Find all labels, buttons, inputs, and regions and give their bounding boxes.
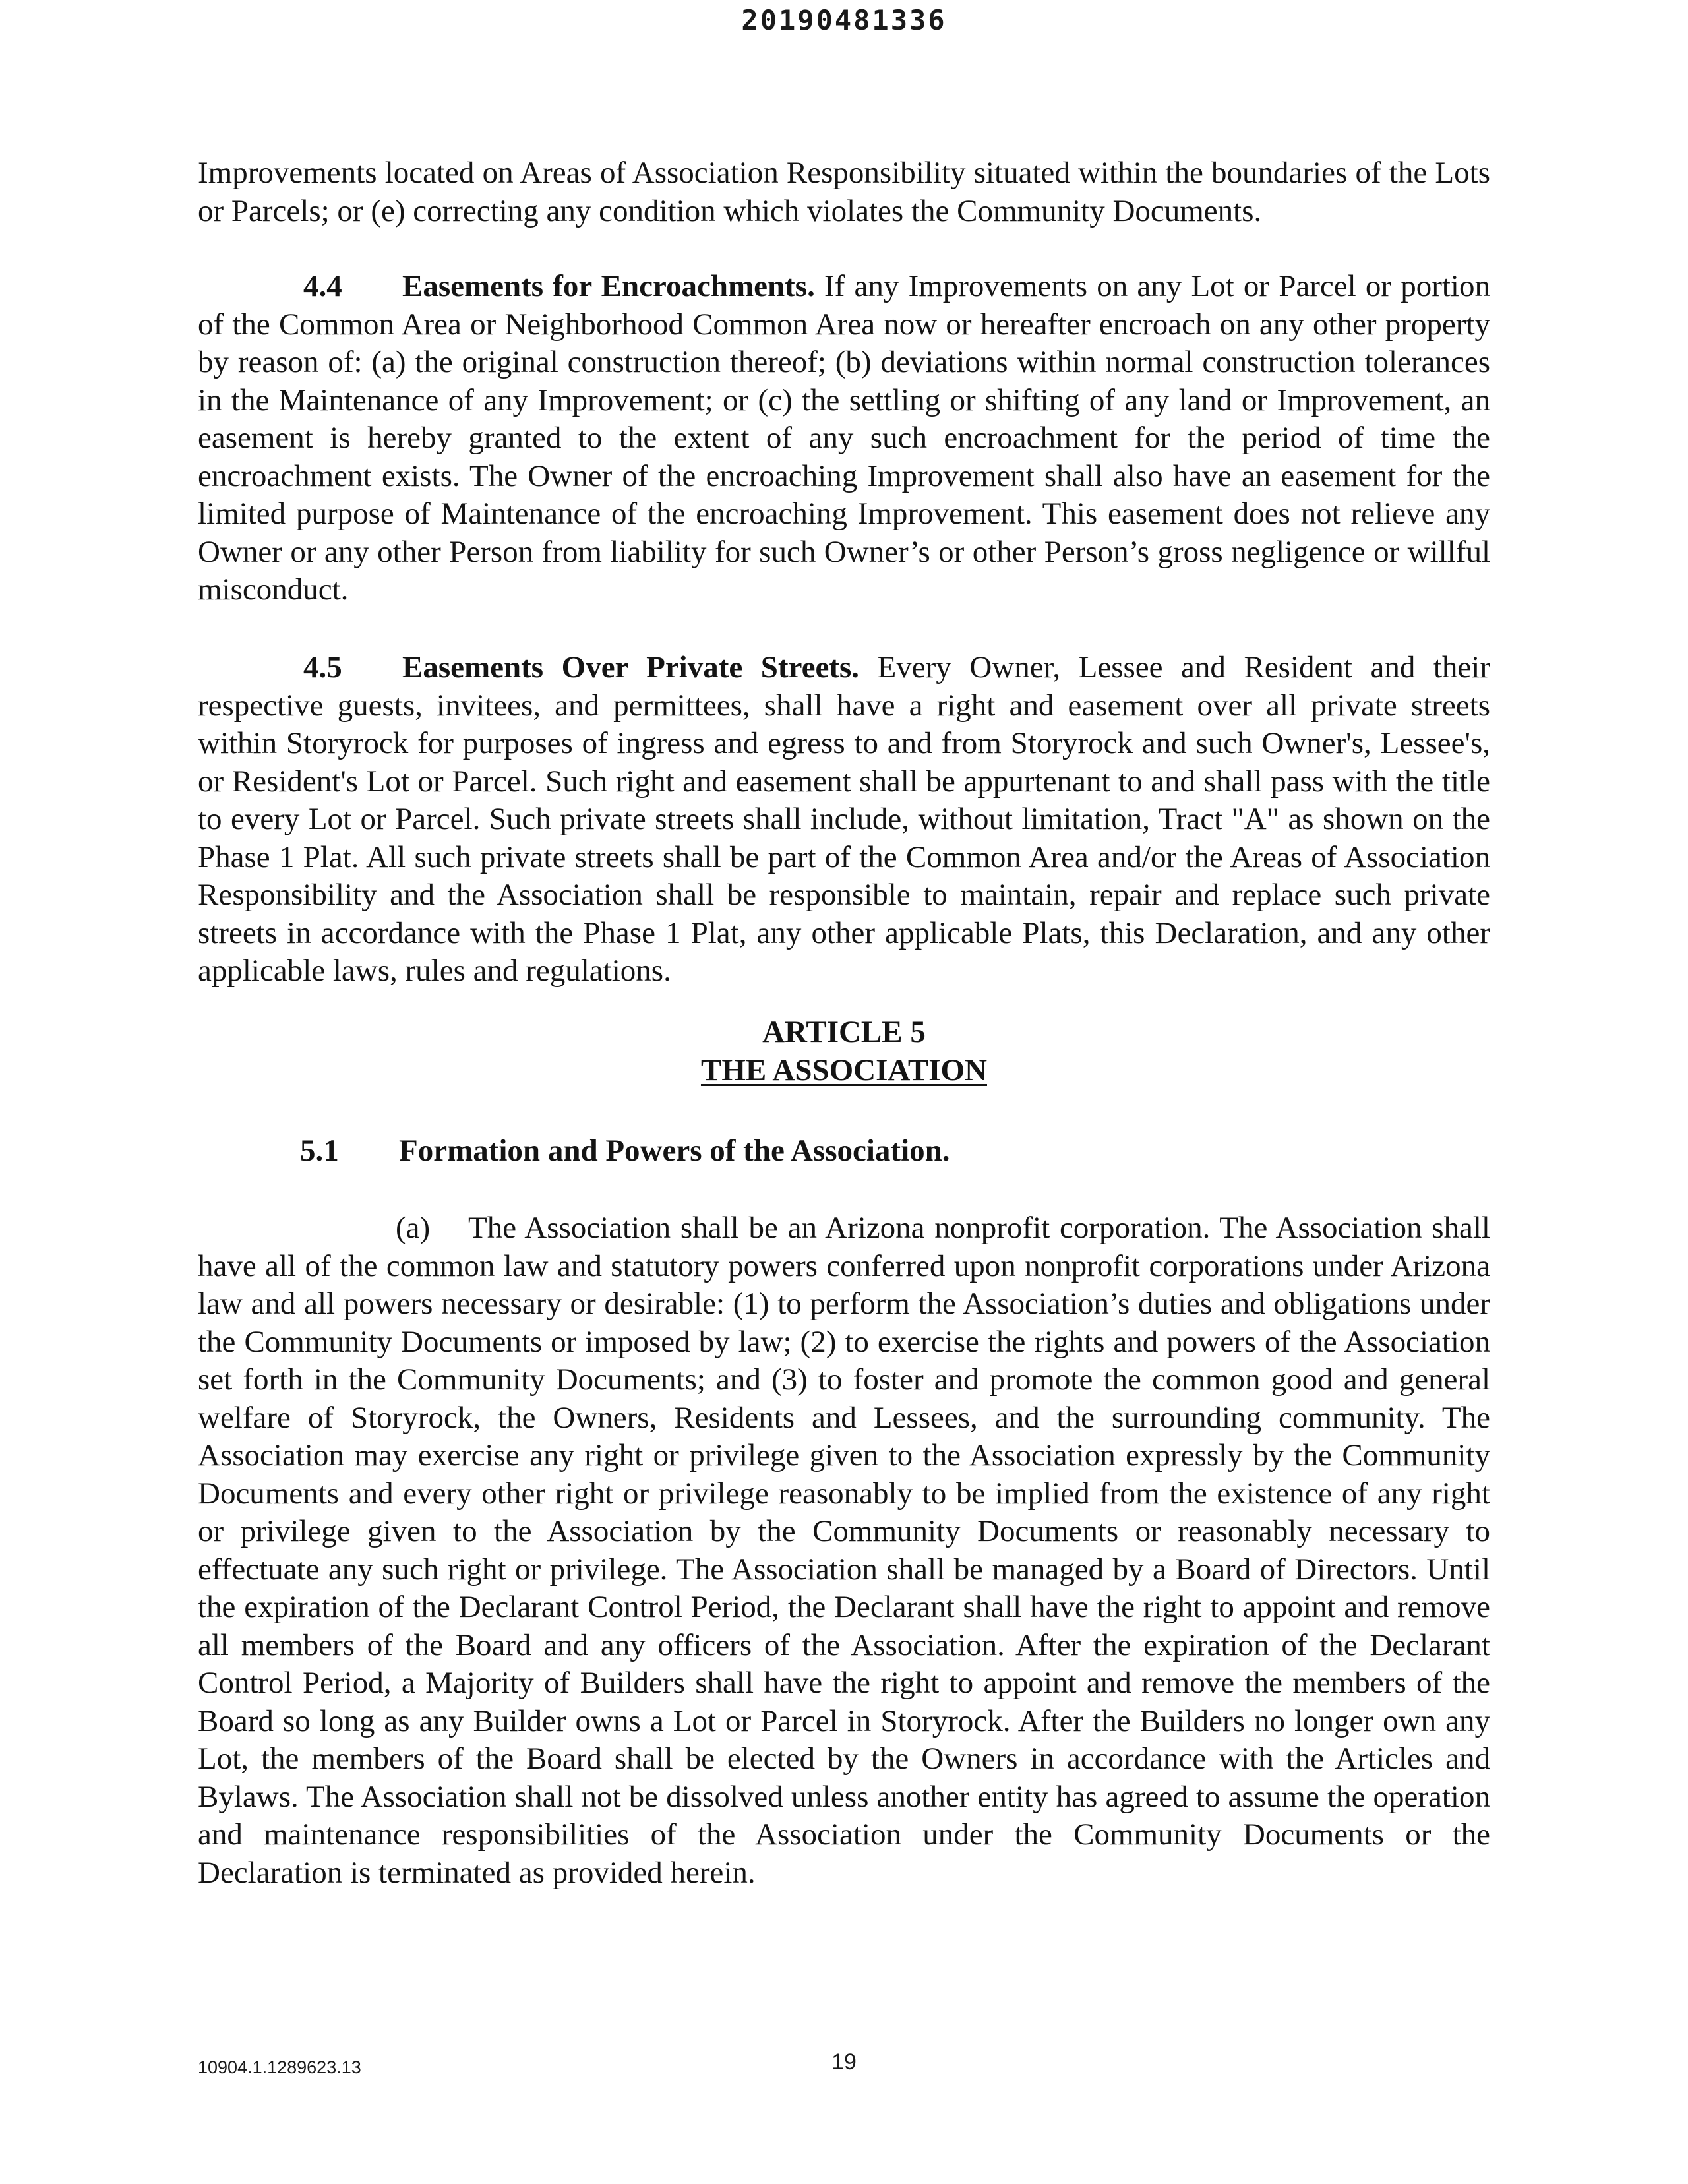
section-4-4-text: If any Improvements on any Lot or Parcel or portion of the Common Area or Neighborhood Common Area now or hereafter encroach on any other property by reason of: (a) the original construction thereof; (b) deviations within normal construction tolerances in the Maintenance of any Improvement; or (c) the settling or shifting of any land or Improvement, an easement is hereby granted to the extent of any such encroachment for the period of time the encroachment exists. The Owner of the encroaching Improvement shall also have an easement for the limited purpose of Maintenance of the encroaching Improvement. This easement does not relieve any Owner or any other Person from liability for such Owner’s or other Person’s gross negligence or willful misconduct. — [198, 269, 1490, 607]
section-5-1-a-paragraph — [198, 1209, 1490, 1892]
section-4-5-number: 4.5 — [303, 650, 342, 684]
section-4-4-number: 4.4 — [303, 269, 342, 303]
section-5-1-number: 5.1 — [300, 1134, 339, 1168]
section-4-4-title: Easements for Encroachments. — [402, 269, 815, 303]
continued-paragraph — [198, 154, 1490, 230]
section-5-1-heading — [300, 1133, 950, 1168]
section-4-5-paragraph — [198, 649, 1490, 990]
recording-number: 20190481336 — [741, 4, 947, 36]
paragraph-a-label: (a) — [396, 1211, 431, 1245]
section-4-4-paragraph — [198, 268, 1490, 609]
section-4-5 — [198, 649, 1490, 990]
continued-paragraph-text: Improvements located on Areas of Association Responsibility situated within the boundaries of the Lots or Parcels; or (e) correcting any condition which violates the Community Documents. — [198, 156, 1490, 228]
article-label: ARTICLE 5 — [762, 1015, 926, 1049]
section-4-5-text: Every Owner, Lessee and Resident and their respective guests, invitees, and permittees, shall have a right and easement over all private streets within Storyrock for purposes of ingress and egress to and from Storyrock and such Owner's, Lessee's, or Resident's Lot or Parcel. Such right and easement shall be appurtenant to and shall pass with the title to every Lot or Parcel. Such private streets shall include, without limitation, Tract "A" as shown on the Phase 1 Plat. All such private streets shall be part of the Common Area and/or the Areas of Association Responsibility and the Association shall be responsible to maintain, repair and replace such private streets in accordance with the Phase 1 Plat, any other applicable Plats, this Declaration, and any other applicable laws, rules and regulations. — [198, 650, 1491, 988]
paragraph-a-text: The Association shall be an Arizona nonprofit corporation. The Association shall have all of the common law and statutory powers conferred upon nonprofit corporations under Arizona law and all powers necessary or desirable: (1) to perform the Association’s duties and obligations under the Community Documents or imposed by law; (2) to exercise the rights and powers of the Association set forth in the Community Documents; and (3) to foster and promote the common good and general welfare of Storyrock, the Owners, Residents and Lessees, and the surrounding community. The Association may exercise any right or privilege given to the Association expressly by the Community Documents and every other right or privilege reasonably to be implied from the existence of any right or privilege given to the Association by the Community Documents or reasonably necessary to effectuate any such right or privilege. The Association shall be managed by a Board of Directors. Until the expiration of the Declarant Control Period, the Declarant shall have the right to appoint and remove all members of the Board and any officers of the Association. After the expiration of the Declarant Control Period, a Majority of Builders shall have the right to appoint and remove the members of the Board so long as any Builder owns a Lot or Parcel in Storyrock. After the Builders no longer own any Lot, the members of the Board shall be elected by the Owners in accordance with the Articles and Bylaws. The Association shall not be dissolved unless another entity has agreed to assume the operation and maintenance responsibilities of the Association under the Community Documents or the Declaration is terminated as provided herein. — [198, 1211, 1490, 1890]
section-4-4 — [198, 268, 1490, 609]
section-5-1-title: Formation and Powers of the Association. — [399, 1134, 950, 1168]
footer-doc-id: 10904.1.1289623.13 — [198, 2057, 361, 2077]
section-4-5-title: Easements Over Private Streets. — [402, 650, 860, 684]
article-heading — [0, 1013, 1688, 1089]
section-5-1-a — [198, 1209, 1490, 1892]
page-number: 19 — [831, 2049, 857, 2075]
article-title: THE ASSOCIATION — [700, 1053, 987, 1087]
